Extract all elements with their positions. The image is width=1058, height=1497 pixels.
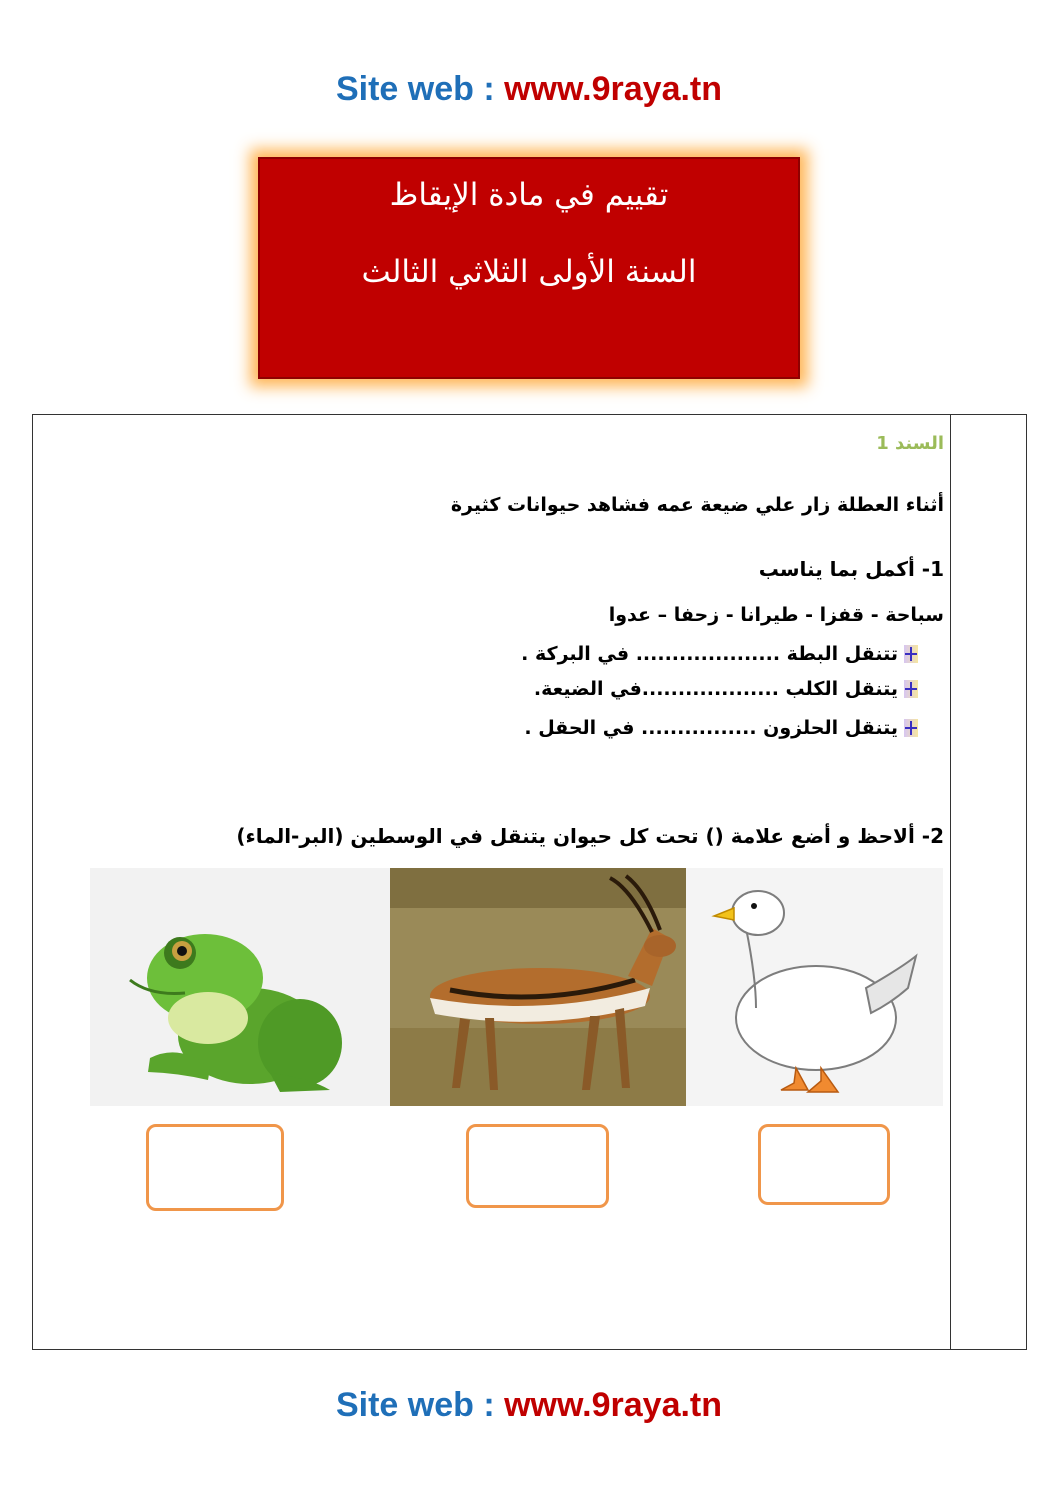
site-header bbox=[0, 70, 1058, 109]
question-2: 2- ألاحظ و أضع علامة () تحت كل حيوان يتنقل في الوسطين (البر-الماء) bbox=[236, 824, 944, 848]
title-line-2: السنة الأولى الثلاثي الثالث bbox=[361, 254, 697, 290]
title-banner bbox=[258, 157, 800, 379]
site-url-link[interactable]: www.9raya.tn bbox=[504, 1386, 723, 1424]
bullet-icon bbox=[904, 680, 918, 698]
bullet-icon bbox=[904, 719, 918, 737]
word-bank: سباحة - قفزا - طيرانا - زحفا – عدوا bbox=[608, 604, 944, 626]
answer-box-frog[interactable] bbox=[146, 1124, 284, 1211]
document-label: السند 1 bbox=[876, 433, 944, 454]
fill-in-item[interactable]: تتنقل البطة .................... في البركة . bbox=[521, 643, 918, 665]
duck-picture bbox=[686, 868, 943, 1106]
site-footer bbox=[0, 1386, 1058, 1425]
site-label: Site web : bbox=[335, 70, 505, 108]
fill-in-item[interactable]: يتنقل الحلزون ................ في الحقل . bbox=[524, 717, 918, 739]
answer-box-duck[interactable] bbox=[758, 1124, 890, 1205]
site-url-link[interactable]: www.9raya.tn bbox=[504, 70, 723, 108]
gazelle-picture bbox=[390, 868, 686, 1106]
fill-in-item[interactable]: يتنقل الكلب ...................في الضيعة. bbox=[534, 678, 918, 700]
intro-text: أثناء العطلة زار علي ضيعة عمه فشاهد حيوانات كثيرة bbox=[450, 494, 944, 516]
margin-column-divider bbox=[950, 415, 951, 1349]
answer-box-gazelle[interactable] bbox=[466, 1124, 609, 1208]
frog-picture bbox=[90, 868, 390, 1106]
site-label: Site web : bbox=[335, 1386, 505, 1424]
bullet-icon bbox=[904, 645, 918, 663]
title-line-1: تقييم في مادة الإيقاظ bbox=[389, 177, 669, 213]
question-1: 1- أكمل بما يناسب bbox=[758, 557, 944, 581]
